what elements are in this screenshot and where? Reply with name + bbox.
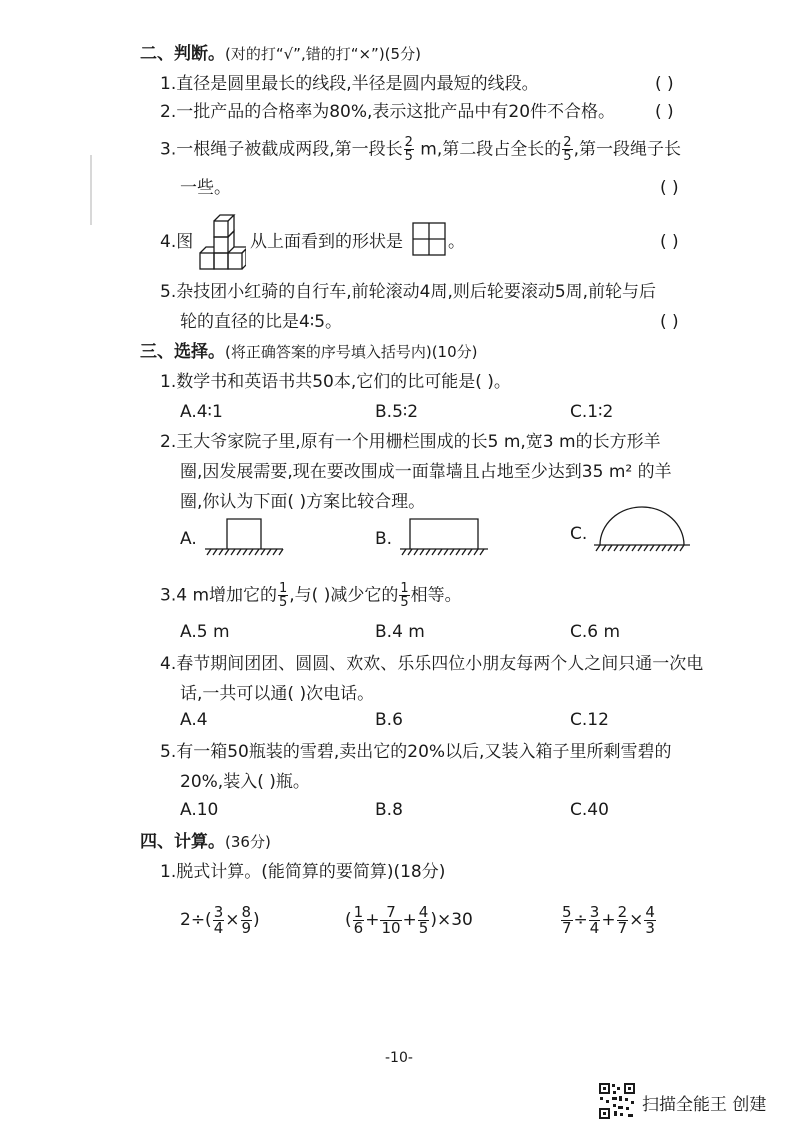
judge-answer-1[interactable]: ( ) [655,74,674,94]
choice-q5-option-a[interactable]: A.10 [180,800,219,820]
choice-q4-line2: 话,一共可以通( )次电话。 [180,684,375,704]
scan-mark [90,155,92,225]
choice-q3-option-c[interactable]: C.6 m [570,622,621,642]
judge-item-4-text: 从上面看到的形状是 [250,232,403,252]
fraction-numerator: 7 [380,905,401,921]
choice-q1-option-a[interactable]: A.4∶1 [180,402,223,422]
fraction-numerator: 2 [404,135,413,150]
fraction [617,902,629,937]
expr-operator: × [225,910,240,930]
choice-q2-option-a[interactable]: A. [180,529,197,549]
judge-item-1: 1.直径是圆里最长的线段,半径是圆内最短的线段。 [160,74,539,94]
judge-item-3-text-a: 3.一根绳子被截成两段,第一段长 [160,139,403,160]
judge-item-2: 2.一批产品的合格率为80%,表示这批产品中有20件不合格。 [160,102,616,122]
fraction-numerator: 1 [400,581,409,596]
choice-q3-text-b: ,与( )减少它的 [289,585,399,606]
fraction-denominator: 5 [400,595,409,610]
fraction [562,136,572,163]
expr-operator: + [601,910,616,930]
section-2-note: (对的打“√”,错的打“×”)(5分) [225,45,421,63]
fraction-denominator: 5 [279,595,288,610]
fraction-denominator: 4 [213,918,224,937]
choice-q5-line2: 20%,装入( )瓶。 [180,772,310,792]
section-4-note: (36分) [225,833,271,851]
expr-text: ) [253,910,260,930]
fraction-numerator: 8 [241,902,252,921]
judge-item-4-end: 。 [448,232,465,252]
qr-code-icon [598,1082,636,1120]
choice-q3-text-a: 3.4 m增加它的 [160,585,277,606]
fraction-denominator: 3 [645,918,655,937]
choice-q4-line1: 4.春节期间团团、圆圆、欢欢、乐乐四位小朋友每两个人之间只通一次电 [160,654,704,674]
cube-stack-figure [198,205,246,271]
fraction-denominator: 5 [418,918,429,937]
fraction [561,902,573,937]
fraction [589,902,601,937]
fraction-denominator: 10 [381,918,401,937]
fraction-numerator: 3 [589,902,600,921]
fraction-numerator: 4 [645,902,655,921]
calc-expression-2 [345,900,473,940]
choice-q5-line1: 5.有一箱50瓶装的雪碧,卖出它的20%以后,又装入箱子里所剩雪碧的 [160,742,672,762]
fraction [353,902,365,937]
choice-q2-line1: 2.王大爷家院子里,原有一个用栅栏围成的长5 m,宽3 m的长方形羊 [160,432,661,452]
watermark-text: 扫描全能王 创建 [642,1095,767,1115]
choice-q3-option-a[interactable]: A.5 m [180,622,230,642]
expr-operator: × [629,910,644,930]
expr-operator: + [365,910,380,930]
fraction [241,902,253,937]
fraction [399,582,409,609]
judge-item-4-label: 4.图 [160,232,194,252]
fraction-numerator: 1 [353,902,364,921]
page-number: -10- [385,1050,413,1066]
expr-operator: ÷ [573,910,588,930]
expr-operator: + [402,910,417,930]
judge-item-3-text-c: ,第一段绳子长 [573,139,681,160]
choice-q3 [160,582,462,609]
judge-answer-4[interactable]: ( ) [660,232,679,252]
expr-text: 2÷( [180,910,212,930]
judge-answer-5[interactable]: ( ) [660,312,679,332]
judge-item-5-line2: 轮的直径的比是4∶5。 [180,312,343,332]
section-3-note: (将正确答案的序号填入括号内)(10分) [225,343,478,361]
fraction [418,902,430,937]
choice-q4-option-b[interactable]: B.6 [375,710,403,730]
choice-q5-option-b[interactable]: B.8 [375,800,403,820]
choice-q4-option-a[interactable]: A.4 [180,710,208,730]
expr-text: )×30 [430,910,473,930]
choice-q4-option-c[interactable]: C.12 [570,710,609,730]
section-3-heading [140,340,478,364]
fraction [213,902,225,937]
section-3-title: 三、选择。 [140,342,225,362]
fraction-numerator: 1 [279,581,288,596]
fraction [404,136,414,163]
fraction-denominator: 5 [404,149,413,164]
fraction-numerator: 2 [563,135,572,150]
calc-subheading: 1.脱式计算。(能简算的要简算)(18分) [160,862,446,882]
judge-answer-3[interactable]: ( ) [660,178,679,198]
choice-q5-option-c[interactable]: C.40 [570,800,609,820]
choice-q1-option-b[interactable]: B.5∶2 [375,402,419,422]
top-view-figure [412,222,446,256]
choice-q2-line2: 圈,因发展需要,现在要改围成一面靠墙且占地至少达到35 m² 的羊 [180,462,672,482]
fence-plan-c-figure [592,505,692,555]
fraction-numerator: 2 [617,902,628,921]
judge-answer-2[interactable]: ( ) [655,102,674,122]
calc-expression-3 [560,900,657,940]
expr-text: ( [345,910,352,930]
fraction-denominator: 6 [353,918,364,937]
choice-q2-line3: 圈,你认为下面( )方案比较合理。 [180,492,426,512]
fence-plan-a-figure [203,515,285,557]
fraction-numerator: 3 [213,902,224,921]
calc-expression-1 [180,900,260,940]
fraction [644,902,656,937]
fraction-numerator: 5 [562,902,572,921]
judge-item-3-text-b: m,第二段占全长的 [414,139,562,160]
choice-q2-option-c[interactable]: C. [570,524,588,544]
section-4-heading [140,830,271,854]
fraction [380,902,401,937]
fraction-denominator: 7 [562,918,572,937]
fraction-denominator: 9 [241,918,252,937]
fraction-denominator: 4 [589,918,600,937]
judge-item-3-line2: 一些。 [180,178,231,198]
section-2-heading [140,42,421,66]
section-2-title: 二、判断。 [140,44,225,64]
choice-q2-option-b[interactable]: B. [375,529,393,549]
fence-plan-b-figure [398,515,490,557]
fraction-denominator: 7 [617,918,628,937]
choice-q1-option-c[interactable]: C.1∶2 [570,402,614,422]
section-4-title: 四、计算。 [140,832,225,852]
choice-q3-text-c: 相等。 [410,585,462,606]
judge-item-3-line1 [160,136,681,163]
judge-item-5-line1: 5.杂技团小红骑的自行车,前轮滚动4周,则后轮要滚动5周,前轮与后 [160,282,657,302]
fraction-numerator: 4 [418,902,429,921]
choice-q1: 1.数学书和英语书共50本,它们的比可能是( )。 [160,372,511,392]
fraction-denominator: 5 [563,149,572,164]
fraction [278,582,288,609]
choice-q3-option-b[interactable]: B.4 m [375,622,425,642]
